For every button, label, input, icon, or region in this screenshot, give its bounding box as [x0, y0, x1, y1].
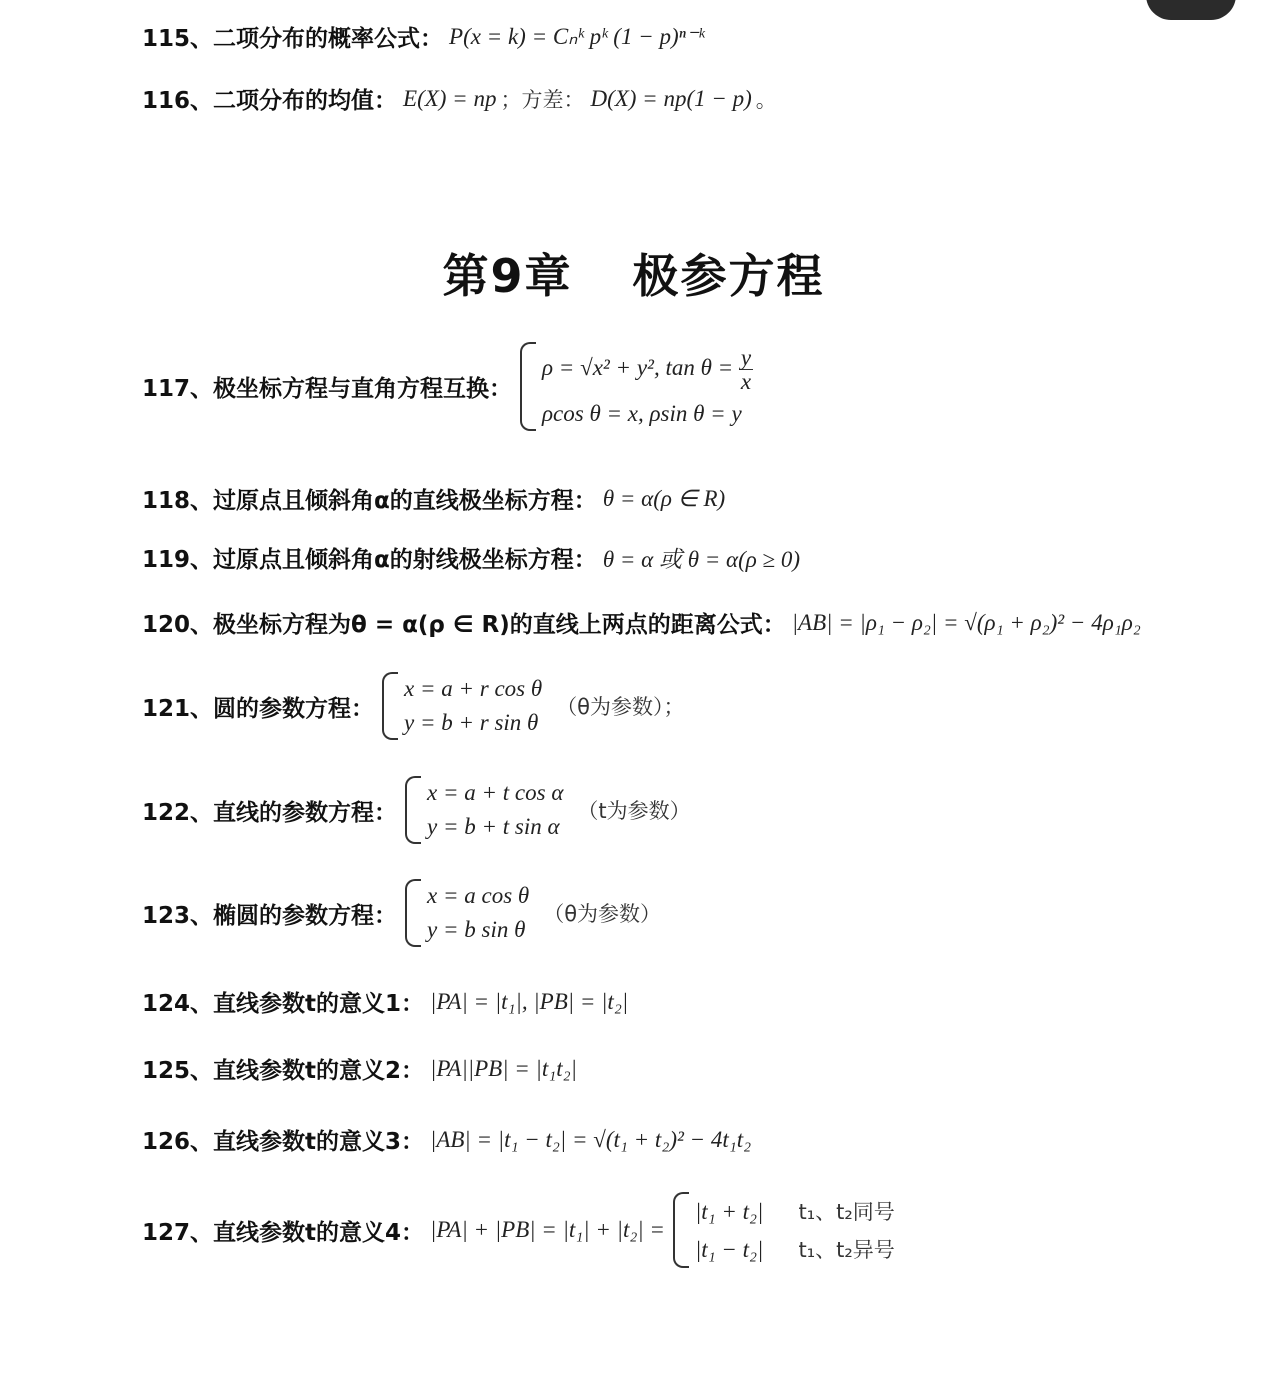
item-label: 122、直线的参数方程：: [142, 799, 398, 826]
formula-item-120: [142, 606, 1141, 639]
system-row-1: x = a + r cos θ: [404, 676, 543, 701]
parameter-note: （t为参数）: [577, 799, 691, 823]
system-row-2: y = b sin θ: [427, 917, 526, 942]
formula-item-119: [142, 541, 800, 574]
chapter-heading: [0, 240, 1267, 306]
fraction: $\frac{y}{x}$: [740, 345, 752, 394]
equation-system: [520, 342, 753, 431]
formula: |AB| = |t₁ − t₂| = √(t₁ + t₂)² − 4t₁t₂: [430, 1126, 752, 1152]
item-label: 119、过原点且倾斜角α的射线极坐标方程：: [142, 547, 597, 573]
piecewise-cases: [673, 1192, 895, 1268]
formula: |AB| = |ρ₁ − ρ₂| = √(ρ₁ + ρ₂)² − 4ρ₁ρ₂: [791, 609, 1141, 635]
chapter-title: 极参方程: [632, 249, 825, 303]
equation-system: [405, 879, 529, 947]
left-brace: [405, 879, 421, 947]
formula: |PA| + |PB| = |t₁| + |t₂| =: [430, 1217, 665, 1242]
item-label: 123、椭圆的参数方程：: [142, 902, 398, 929]
left-brace: [520, 342, 536, 431]
formula-item-115: [142, 20, 704, 53]
item-label: 115、二项分布的概率公式：: [142, 26, 444, 52]
item-label: 117、极坐标方程与直角方程互换：: [142, 376, 513, 402]
item-label: 127、直线参数t的意义4：: [142, 1219, 425, 1246]
case-row-2: |t₁ − t₂| t₁、t₂异号: [694, 1237, 895, 1262]
formula-item-116: [142, 82, 777, 115]
left-brace: [382, 672, 398, 740]
item-label: 121、圆的参数方程：: [142, 695, 375, 722]
equation-system: [382, 672, 542, 740]
item-label: 116、二项分布的均值：: [142, 88, 398, 114]
formula-item-118: [142, 482, 725, 515]
system-row-1: ρ = √x² + y², tan θ = $\frac{y}{x}$: [542, 345, 752, 394]
item-label: 126、直线参数t的意义3：: [142, 1129, 425, 1155]
formula-item-123: [142, 879, 661, 947]
item-label: 118、过原点且倾斜角α的直线极坐标方程：: [142, 488, 597, 514]
item-label: 125、直线参数t的意义2：: [142, 1058, 425, 1084]
window-corner-control: [1146, 0, 1236, 20]
system-row-2: ρcos θ = x, ρsin θ = y: [542, 401, 742, 426]
system-row-2: y = b + t sin α: [427, 814, 560, 839]
item-label: 124、直线参数t的意义1：: [142, 991, 425, 1017]
chapter-number: 第9章: [442, 249, 573, 303]
formula-item-125: [142, 1052, 577, 1085]
formula: θ = α 或 θ = α(ρ ≥ 0): [602, 547, 801, 572]
parameter-note: （θ为参数）: [543, 902, 662, 926]
formula: |PA| = |t₁|, |PB| = |t₂|: [430, 988, 629, 1014]
formula-item-124: [142, 985, 628, 1018]
formula-item-117: [142, 342, 753, 431]
formula: θ = α(ρ ∈ R): [602, 485, 726, 511]
left-brace: [405, 776, 421, 844]
formula-item-126: [142, 1123, 751, 1156]
formula-item-127: [142, 1192, 895, 1268]
system-row-2: y = b + r sin θ: [404, 710, 539, 735]
formula: |PA||PB| = |t₁t₂|: [430, 1055, 577, 1081]
formula-item-122: [142, 776, 691, 844]
left-brace: [673, 1192, 689, 1268]
formula-item-121: [142, 672, 685, 740]
parameter-note: （θ为参数）；: [556, 695, 685, 719]
separator-text: ；方差：: [500, 87, 585, 112]
formula-mean: E(X) = np: [403, 85, 497, 111]
formula: P(x = k) = Cₙᵏ pᵏ (1 − p)ⁿ⁻ᵏ: [449, 23, 705, 49]
period: 。: [755, 87, 777, 112]
formula-variance: D(X) = np(1 − p): [590, 85, 752, 111]
equation-system: [405, 776, 563, 844]
system-row-1: x = a cos θ: [427, 883, 530, 908]
system-row-1: x = a + t cos α: [427, 780, 564, 805]
case-row-1: |t₁ + t₂| t₁、t₂同号: [694, 1199, 895, 1224]
item-label: 120、极坐标方程为θ = α(ρ ∈ R)的直线上两点的距离公式：: [142, 612, 786, 638]
